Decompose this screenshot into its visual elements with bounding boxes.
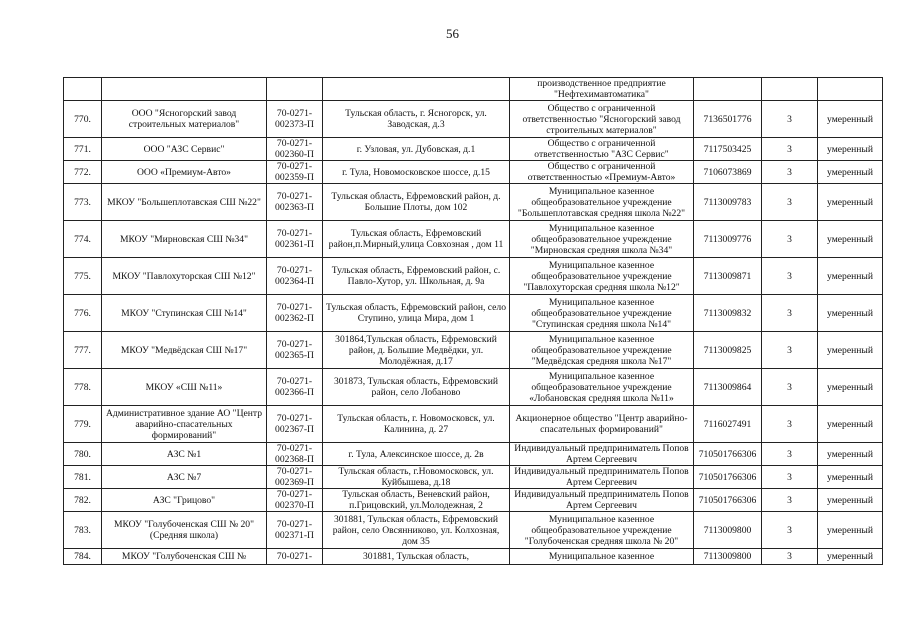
object-code: 70-0271-002361-П — [267, 221, 323, 258]
operator-name: Общество с ограниченной ответственностью "АЗС Сервис" — [510, 138, 694, 161]
operator-inn: 7106073869 — [694, 161, 762, 184]
object-code: 70-0271-002362-П — [267, 295, 323, 332]
row-number: 783. — [64, 512, 102, 549]
table-row — [64, 369, 883, 406]
row-number: 773. — [64, 184, 102, 221]
category-rank: 3 — [762, 138, 818, 161]
object-address: Тульская область, Ефремовский район, д. Большие Плоты, дом 102 — [323, 184, 510, 221]
risk-level: умеренный — [818, 549, 883, 565]
category-rank: 3 — [762, 258, 818, 295]
category-rank: 3 — [762, 512, 818, 549]
page-number: 56 — [446, 26, 459, 41]
object-name: ООО «Премиум-Авто» — [102, 161, 267, 184]
operator-inn: 7113009800 — [694, 549, 762, 565]
category-rank: 3 — [762, 295, 818, 332]
row-number: 776. — [64, 295, 102, 332]
table-row — [64, 101, 883, 138]
row-number: 775. — [64, 258, 102, 295]
risk-level: умеренный — [818, 221, 883, 258]
risk-level: умеренный — [818, 443, 883, 466]
object-code — [267, 78, 323, 101]
risk-level — [818, 78, 883, 101]
category-rank — [762, 78, 818, 101]
row-number: 782. — [64, 489, 102, 512]
row-number: 780. — [64, 443, 102, 466]
category-rank: 3 — [762, 332, 818, 369]
operator-name: Муниципальное казенное общеобразовательное учреждение "Медвёдская средняя школа №17" — [510, 332, 694, 369]
row-number: 784. — [64, 549, 102, 565]
row-number: 774. — [64, 221, 102, 258]
object-address: Тульская область, г.Новомосковск, ул. Куйбышева, д.18 — [323, 466, 510, 489]
operator-name: Индивидуальный предприниматель Попов Артем Сергеевич — [510, 466, 694, 489]
row-number: 777. — [64, 332, 102, 369]
operator-name: Индивидуальный предприниматель Попов Артем Сергеевич — [510, 443, 694, 466]
risk-level: умеренный — [818, 138, 883, 161]
object-address: г. Тула, Новомосковское шоссе, д.15 — [323, 161, 510, 184]
category-rank: 3 — [762, 101, 818, 138]
risk-level: умеренный — [818, 406, 883, 443]
operator-name: Муниципальное казенное общеобразовательное учреждение "Мирновская средняя школа №34" — [510, 221, 694, 258]
category-rank: 3 — [762, 443, 818, 466]
object-code: 70-0271-002373-П — [267, 101, 323, 138]
operator-inn: 710501766306 — [694, 466, 762, 489]
operator-name: Муниципальное казенное общеобразовательное учреждение "Ступинская средняя школа №14" — [510, 295, 694, 332]
category-rank: 3 — [762, 489, 818, 512]
object-address: 301864,Тульская область, Ефремовский район, д. Большие Медвёдки, ул. Молодёжная, д.17 — [323, 332, 510, 369]
object-code: 70-0271-002364-П — [267, 258, 323, 295]
table-row — [64, 443, 883, 466]
object-address: 301881, Тульская область, — [323, 549, 510, 565]
object-address: г. Тула, Алексинское шоссе, д. 2в — [323, 443, 510, 466]
object-address: Тульская область, Веневский район, п.Грицовский, ул.Молодежная, 2 — [323, 489, 510, 512]
operator-inn: 7113009776 — [694, 221, 762, 258]
risk-level: умеренный — [818, 258, 883, 295]
operator-inn: 7113009783 — [694, 184, 762, 221]
object-code: 70-0271-002367-П — [267, 406, 323, 443]
risk-level: умеренный — [818, 332, 883, 369]
category-rank: 3 — [762, 161, 818, 184]
row-number: 778. — [64, 369, 102, 406]
object-code: 70-0271-002360-П — [267, 138, 323, 161]
risk-level: умеренный — [818, 101, 883, 138]
category-rank: 3 — [762, 221, 818, 258]
table-row — [64, 295, 883, 332]
object-code: 70-0271-002369-П — [267, 466, 323, 489]
object-name: МКОУ "Голубоченская СШ № 20" (Средняя школа) — [102, 512, 267, 549]
category-rank: 3 — [762, 549, 818, 565]
row-number: 772. — [64, 161, 102, 184]
operator-name: Муниципальное казенное общеобразовательное учреждение «Лобановская средняя школа №11» — [510, 369, 694, 406]
object-name: МКОУ "Мирновская СШ №34" — [102, 221, 267, 258]
risk-level: умеренный — [818, 295, 883, 332]
operator-inn: 710501766306 — [694, 489, 762, 512]
category-rank: 3 — [762, 406, 818, 443]
row-number: 781. — [64, 466, 102, 489]
row-number: 771. — [64, 138, 102, 161]
row-number — [64, 78, 102, 101]
object-address: Тульская область, Ефремовский район, с. Павло-Хутор, ул. Школьная, д. 9а — [323, 258, 510, 295]
risk-level: умеренный — [818, 369, 883, 406]
operator-name: производственное предприятие "Нефтехимавтоматика" — [510, 78, 694, 101]
table-row — [64, 512, 883, 549]
object-name: МКОУ "Большеплотавская СШ №22" — [102, 184, 267, 221]
object-name: АЗС №1 — [102, 443, 267, 466]
object-address: Тульская область, Ефремовский район,п.Мирный,улица Совхозная , дом 11 — [323, 221, 510, 258]
operator-name: Общество с ограниченной ответственностью «Премиум-Авто» — [510, 161, 694, 184]
object-code: 70-0271-002365-П — [267, 332, 323, 369]
row-number: 779. — [64, 406, 102, 443]
operator-name: Акционерное общество "Центр аварийно-спасательных формирований" — [510, 406, 694, 443]
object-address — [323, 78, 510, 101]
object-code: 70-0271-002359-П — [267, 161, 323, 184]
object-address: 301881, Тульская область, Ефремовский район, село Овсянниково, ул. Колхозная, дом 35 — [323, 512, 510, 549]
object-name: Административное здание АО "Центр аварийно-спасательных формирований" — [102, 406, 267, 443]
operator-inn: 7113009871 — [694, 258, 762, 295]
object-name: МКОУ "Ступинская СШ №14" — [102, 295, 267, 332]
operator-inn: 710501766306 — [694, 443, 762, 466]
object-name: ООО "Ясногорский завод строительных материалов" — [102, 101, 267, 138]
operator-inn: 7136501776 — [694, 101, 762, 138]
object-name: МКОУ "Голубоченская СШ № — [102, 549, 267, 565]
risk-level: умеренный — [818, 184, 883, 221]
operator-inn: 7116027491 — [694, 406, 762, 443]
operator-inn: 7113009825 — [694, 332, 762, 369]
object-code: 70-0271- — [267, 549, 323, 565]
risk-level: умеренный — [818, 466, 883, 489]
object-name: МКОУ "Медвёдская СШ №17" — [102, 332, 267, 369]
object-code: 70-0271-002368-П — [267, 443, 323, 466]
object-name — [102, 78, 267, 101]
object-address: 301873, Тульская область, Ефремовский район, село Лобаново — [323, 369, 510, 406]
operator-inn: 7113009800 — [694, 512, 762, 549]
operator-name: Муниципальное казенное общеобразовательное учреждение "Голубоченская средняя школа № 20" — [510, 512, 694, 549]
registry-table — [63, 77, 883, 565]
object-address: Тульская область, г. Новомосковск, ул. Калинина, д. 27 — [323, 406, 510, 443]
risk-level: умеренный — [818, 512, 883, 549]
object-code: 70-0271-002363-П — [267, 184, 323, 221]
table-row — [64, 138, 883, 161]
operator-name: Индивидуальный предприниматель Попов Артем Сергеевич — [510, 489, 694, 512]
object-code: 70-0271-002370-П — [267, 489, 323, 512]
object-name: МКОУ "Павлохуторская СШ №12" — [102, 258, 267, 295]
operator-inn — [694, 78, 762, 101]
risk-level: умеренный — [818, 489, 883, 512]
table-row — [64, 489, 883, 512]
table-row — [64, 406, 883, 443]
table-row — [64, 332, 883, 369]
operator-inn: 7117503425 — [694, 138, 762, 161]
table-row — [64, 221, 883, 258]
object-name: АЗС №7 — [102, 466, 267, 489]
object-name: АЗС "Грицово" — [102, 489, 267, 512]
category-rank: 3 — [762, 184, 818, 221]
object-address: г. Узловая, ул. Дубовская, д.1 — [323, 138, 510, 161]
object-code: 70-0271-002371-П — [267, 512, 323, 549]
object-address: Тульская область, г. Ясногорск, ул. Заводская, д.3 — [323, 101, 510, 138]
row-number: 770. — [64, 101, 102, 138]
operator-name: Муниципальное казенное общеобразовательное учреждение "Павлохуторская средняя школа №12" — [510, 258, 694, 295]
table-row — [64, 184, 883, 221]
risk-level: умеренный — [818, 161, 883, 184]
object-name: МКОУ «СШ №11» — [102, 369, 267, 406]
table-row — [64, 466, 883, 489]
table-row — [64, 78, 883, 101]
object-address: Тульская область, Ефремовский район, село Ступино, улица Мира, дом 1 — [323, 295, 510, 332]
table-row — [64, 549, 883, 565]
operator-name: Муниципальное казенное — [510, 549, 694, 565]
operator-name: Муниципальное казенное общеобразовательное учреждение "Большеплотавская средняя школа №22" — [510, 184, 694, 221]
object-code: 70-0271-002366-П — [267, 369, 323, 406]
operator-inn: 7113009864 — [694, 369, 762, 406]
category-rank: 3 — [762, 369, 818, 406]
object-name: ООО "АЗС Сервис" — [102, 138, 267, 161]
table-row — [64, 258, 883, 295]
operator-inn: 7113009832 — [694, 295, 762, 332]
category-rank: 3 — [762, 466, 818, 489]
table-row — [64, 161, 883, 184]
operator-name: Общество с ограниченной ответственностью "Ясногорский завод строительных материалов" — [510, 101, 694, 138]
